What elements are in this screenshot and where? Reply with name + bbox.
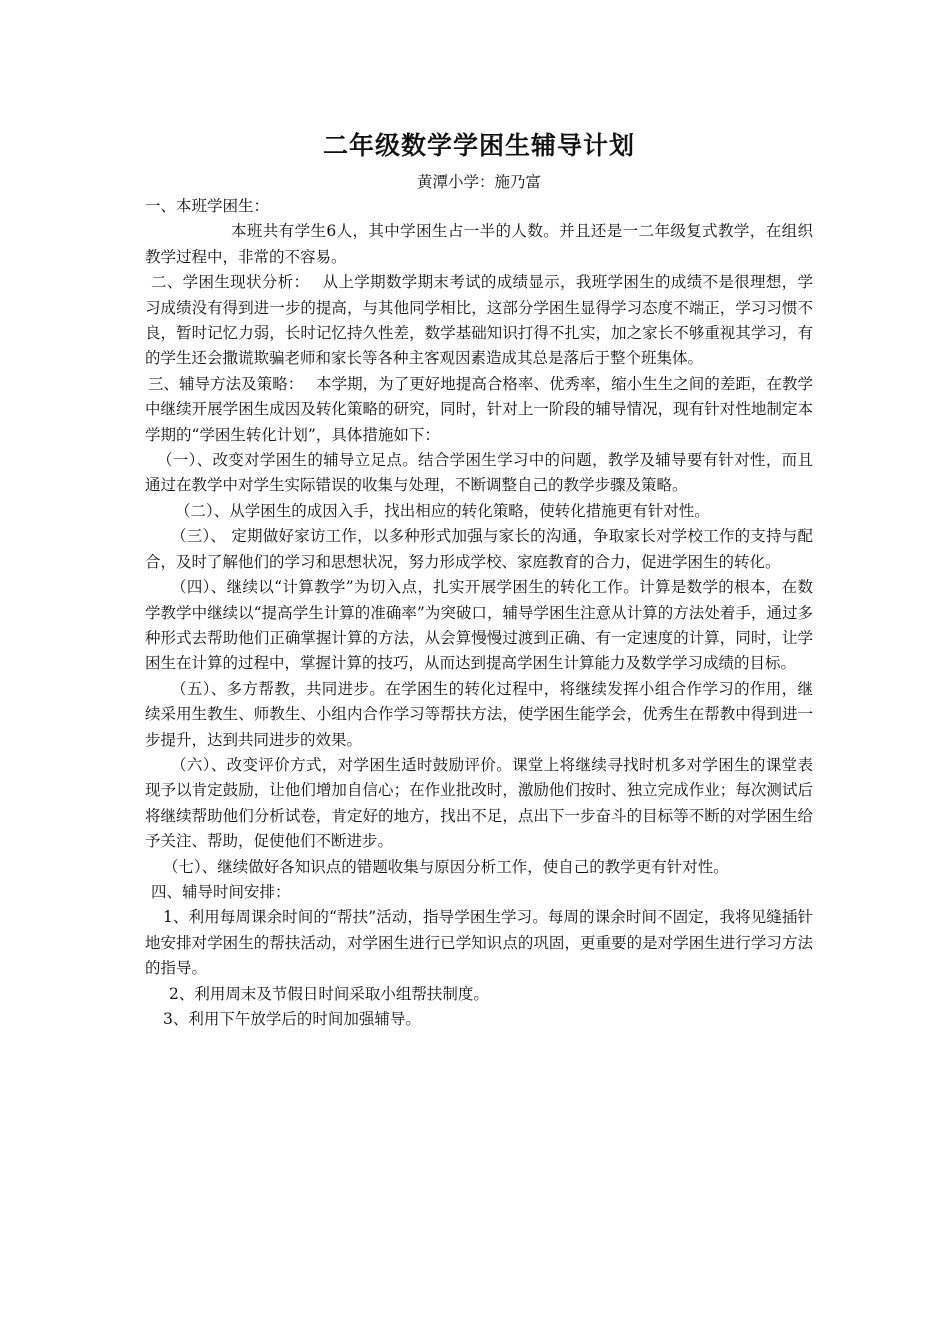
paragraph: 本班共有学生6人，其中学困生占一半的人数。并且还是一二年级复式教学，在组织教学过程中，非常的不容易。 [145,222,813,266]
schedule-item-3: 3、利用下午放学后的时间加强辅导。 [163,1010,421,1028]
measure-paragraph-6: （六）、改变评价方式，对学困生适时鼓励评价。课堂上将继续寻找时机多对学困生的课堂表现予以肯定鼓励，让他们增加自信心；在作业批改时，激励他们按时、独立完成作业；每次测试后将继续帮助他们分析试卷，肯定好的地方，找出不足，点出下一步奋斗的目标等不断的对学困生给予关注、帮助，促使他们不断进步。 [145,755,813,851]
measure-paragraph-5: （五）、多方帮教，共同进步。在学困生的转化过程中，将继续发挥小组合作学习的作用，继续采用生教生、师教生、小组内合作学习等帮扶方法，使学困生能学会，优秀生在帮教中得到进一步提升，达到共同进步的效果。 [145,679,813,749]
measure-paragraph-4: （四）、继续以“计算教学”为切入点，扎实开展学困生的转化工作。计算是数学的根本，在数学教学中继续以“提高学生计算的准确率”为突破口，辅导学困生注意从计算的方法处着手，通过多种形式去帮助他们正确掌握计算的方法，从会算慢慢过渡到正确、有一定速度的计算，同时，让学困生在计算的过程中，掌握计算的技巧，从而达到提高学困生计算能力及数学学习成绩的目标。 [145,578,813,673]
measure-paragraph-1: （一）、改变对学困生的辅导立足点。结合学困生学习中的问题，教学及辅导要有针对性，而且通过在教学中对学生实际错误的收集与处理，不断调整自己的教学步骤及策略。 [145,451,813,495]
measure-paragraph-2: （二）、从学困生的成因入手，找出相应的转化策略，使转化措施更有针对性。 [175,501,710,520]
schedule-item-1: 1、利用每周课余时间的“帮扶”活动，指导学困生学习。每周的课余时间不固定，我将见缝插针地安排对学困生的帮扶活动，对学困生进行已学知识点的巩固，更重要的是对学困生进行学习方法的指导。 [145,908,813,978]
document-author: 黄潭小学：施乃富 [416,173,541,191]
section-heading-3-paragraph: 三、辅导方法及策略： 本学期，为了更好地提高合格率、优秀率，缩小生生之间的差距，在教学中继续开展学困生成因及转化策略的研究，同时，针对上一阶段的辅导情况，现有针对性地制定本学期的“学困生转化计划”，具体措施如下： [145,374,813,444]
schedule-item-2: 2、利用周末及节假日时间采取小组帮扶制度。 [169,984,489,1003]
section-heading-4: 四、辅导时间安排： [151,882,291,901]
section-heading-2-paragraph: 二、学困生现状分析： 从上学期数学期末考试的成绩显示，我班学困生的成绩不是很理想，学习成绩没有得到进一步的提高，与其他同学相比，这部分学困生显得学习态度不端正，学习习惯不良，暂时记忆力弱，长时记忆持久性差，数学基础知识打得不扎实，加之家长不够重视其学习，有的学生还会撒谎欺骗老师和家长等各种主客观因素造成其总是落后于整个班集体。 [145,273,813,368]
measure-paragraph-3: （三）、 定期做好家访工作，以多种形式加强与家长的沟通，争取家长对学校工作的支持与配合，及时了解他们的学习和思想状况，努力形成学校、家庭教育的合力，促进学困生的转化。 [145,527,813,571]
document-title: 二年级数学学困生辅导计划 [322,131,635,160]
document-page [145,126,813,1032]
measure-paragraph-7: （七）、继续做好各知识点的错题收集与原因分析工作，使自己的教学更有针对性。 [163,857,729,876]
section-heading-1: 一、本班学困生： [145,197,270,215]
